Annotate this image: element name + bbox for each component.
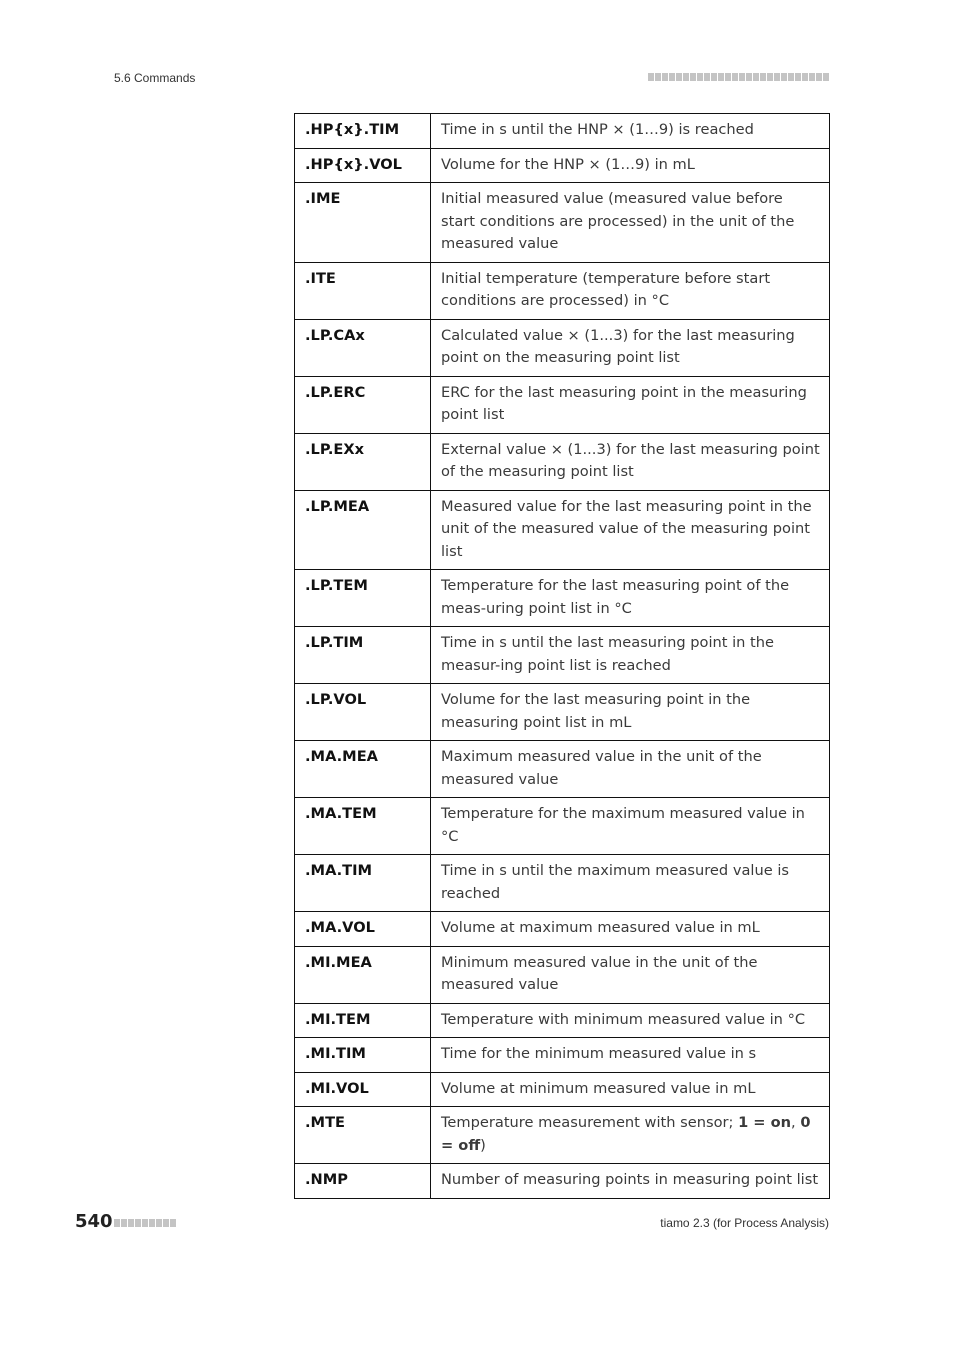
command-name: .MI.TIM — [295, 1038, 431, 1073]
mte-description-text: Temperature measurement with sensor; — [441, 1114, 739, 1131]
command-description: Calculated value × (1...3) for the last measuring point on the measuring point list — [431, 319, 830, 376]
command-description: Volume for the last measuring point in the measuring point list in mL — [431, 684, 830, 741]
command-description: Number of measuring points in measuring point list — [431, 1164, 830, 1199]
table-row — [295, 946, 830, 1003]
command-name: .MA.TEM — [295, 798, 431, 855]
command-name: .MA.VOL — [295, 912, 431, 947]
table-row — [295, 741, 830, 798]
command-description: Temperature with minimum measured value in °C — [431, 1003, 830, 1038]
command-name: .ITE — [295, 262, 431, 319]
command-name: .IME — [295, 183, 431, 263]
command-name: .HP{x}.TIM — [295, 114, 431, 149]
running-footer-product: tiamo 2.3 (for Process Analysis) — [660, 1216, 829, 1230]
command-description — [431, 1107, 830, 1164]
table-row — [295, 1038, 830, 1073]
command-name: .NMP — [295, 1164, 431, 1199]
table-row — [295, 433, 830, 490]
mte-suffix: ) — [480, 1136, 486, 1154]
command-description: Maximum measured value in the unit of the measured value — [431, 741, 830, 798]
header-decoration — [648, 73, 829, 81]
command-description: Volume for the HNP × (1…9) in mL — [431, 148, 830, 183]
command-name: .MI.TEM — [295, 1003, 431, 1038]
command-name: .LP.ERC — [295, 376, 431, 433]
command-description: Initial measured value (measured value before start conditions are processed) in the unit of the measured value — [431, 183, 830, 263]
table-row — [295, 1003, 830, 1038]
command-description: Volume at minimum measured value in mL — [431, 1072, 830, 1107]
table-row — [295, 627, 830, 684]
table-row — [295, 114, 830, 149]
command-name: .MA.MEA — [295, 741, 431, 798]
command-description: Minimum measured value in the unit of the measured value — [431, 946, 830, 1003]
table-row — [295, 855, 830, 912]
command-description: Measured value for the last measuring point in the unit of the measured value of the measuring point list — [431, 490, 830, 570]
table-row — [295, 912, 830, 947]
command-name: .LP.EXx — [295, 433, 431, 490]
command-description: Time in s until the HNP × (1…9) is reached — [431, 114, 830, 149]
table-row — [295, 262, 830, 319]
command-description: Time for the minimum measured value in s — [431, 1038, 830, 1073]
table-row — [295, 148, 830, 183]
table-row — [295, 490, 830, 570]
mte-separator: , — [791, 1114, 801, 1131]
table-row — [295, 570, 830, 627]
table-row — [295, 1107, 830, 1164]
command-name: .LP.TEM — [295, 570, 431, 627]
command-description: External value × (1...3) for the last measuring point of the measuring point list — [431, 433, 830, 490]
command-name: .MA.TIM — [295, 855, 431, 912]
table-row — [295, 183, 830, 263]
command-name: .MI.VOL — [295, 1072, 431, 1107]
command-description: Initial temperature (temperature before start conditions are processed) in °C — [431, 262, 830, 319]
command-name: .LP.TIM — [295, 627, 431, 684]
command-description: ERC for the last measuring point in the measuring point list — [431, 376, 830, 433]
command-name: .HP{x}.VOL — [295, 148, 431, 183]
table-row — [295, 376, 830, 433]
command-table — [294, 113, 830, 1199]
table-row — [295, 319, 830, 376]
command-description: Temperature for the maximum measured value in °C — [431, 798, 830, 855]
table-row — [295, 684, 830, 741]
mte-on-value: 1 = on — [738, 1114, 792, 1131]
command-name: .LP.VOL — [295, 684, 431, 741]
table-row — [295, 798, 830, 855]
footer-decoration — [114, 1219, 176, 1227]
command-name: .MI.MEA — [295, 946, 431, 1003]
command-name: .LP.MEA — [295, 490, 431, 570]
command-name: .MTE — [295, 1107, 431, 1164]
command-description: Temperature for the last measuring point of the meas-uring point list in °C — [431, 570, 830, 627]
page-number: 540 — [75, 1211, 113, 1232]
command-description: Time in s until the maximum measured value is reached — [431, 855, 830, 912]
running-header-section: 5.6 Commands — [114, 71, 196, 85]
command-description: Time in s until the last measuring point in the measur-ing point list is reached — [431, 627, 830, 684]
command-table-body — [295, 114, 830, 1199]
command-name: .LP.CAx — [295, 319, 431, 376]
command-description: Volume at maximum measured value in mL — [431, 912, 830, 947]
table-row — [295, 1164, 830, 1199]
mte-off-value: 0 = off — [441, 1114, 811, 1154]
table-row — [295, 1072, 830, 1107]
